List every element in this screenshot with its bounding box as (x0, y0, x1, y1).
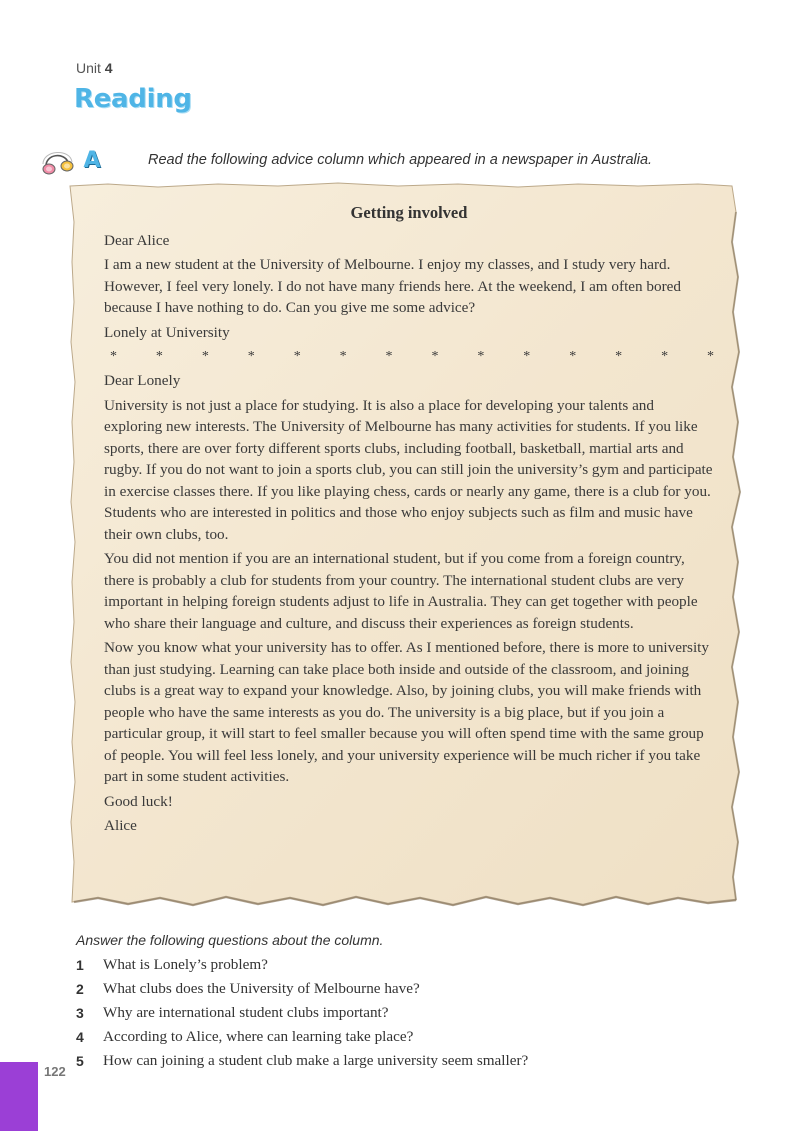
question-text: What is Lonely’s problem? (103, 956, 268, 973)
reader-letter: I am a new student at the University of Melbourne. I enjoy my classes, and I study very hard. However, I feel very lonely. I do not have many friends here. At the weekend, I am often bored because I have nothing to do. Can you give me some advice? (104, 256, 682, 316)
section-title: Reading (74, 84, 192, 114)
advice-column (68, 182, 752, 922)
column-text (104, 202, 714, 840)
closing: Good luck! (104, 792, 173, 810)
page-number: 122 (44, 1064, 66, 1079)
divider-star: * (477, 349, 485, 364)
activity-instruction: Read the following advice column which appeared in a newspaper in Australia. (148, 152, 653, 168)
page-color-tab (0, 1062, 38, 1131)
question-item (76, 1025, 736, 1049)
question-item (76, 1049, 736, 1073)
question-item (76, 953, 736, 977)
question-text: What clubs does the University of Melbourne have? (103, 980, 420, 997)
activity-instruction-row (40, 146, 760, 182)
question-number: 5 (76, 1053, 84, 1069)
question-number: 3 (76, 1005, 84, 1021)
divider-star: * (615, 349, 623, 364)
question-text: Why are international student clubs important? (103, 1004, 389, 1021)
divider-star: * (706, 349, 714, 364)
questions-instruction: Answer the following questions about the column. (76, 932, 384, 948)
activity-letter: A (83, 148, 101, 173)
question-item (76, 1001, 736, 1025)
divider-star: * (201, 349, 209, 364)
divider-star: * (569, 349, 577, 364)
unit-label (76, 60, 113, 76)
divider-star: * (339, 349, 347, 364)
reply-paragraph: Now you know what your university has to offer. As I mentioned before, there is more to university than just studying. Learning can take place both inside and outside of the classroom, and joining clubs is a great way to expand your knowledge. Also, by joining clubs, you will make friends with people who have the same interests as you do. The university is a big place, but if you join a particular group, it will start to feel smaller because you will often spend time with the same group of people. You will feel less lonely, and your university experience will be much richer if you take part in some student activities. (104, 639, 709, 785)
greeting-dear-alice: Dear Alice (104, 231, 170, 249)
question-number: 1 (76, 957, 84, 973)
question-text: According to Alice, where can learning take place? (103, 1028, 414, 1045)
unit-prefix: Unit (76, 60, 101, 76)
question-text: How can joining a student club make a large university seem smaller? (103, 1052, 529, 1069)
divider-star: * (155, 349, 163, 364)
columnist-signoff: Alice (104, 817, 137, 834)
column-title: Getting involved (350, 203, 468, 222)
divider-star: * (385, 349, 393, 364)
divider-star: * (110, 349, 117, 364)
divider-star: * (523, 349, 531, 364)
star-divider (104, 346, 714, 368)
question-list (76, 953, 736, 1073)
divider-star: * (661, 349, 669, 364)
divider-star: * (293, 349, 301, 364)
greeting-dear-lonely: Dear Lonely (104, 372, 181, 389)
unit-number: 4 (104, 60, 113, 76)
question-number: 2 (76, 981, 84, 997)
reply-paragraph: You did not mention if you are an international student, but if you come from a foreign country, there is probably a club for students from your country. The international student clubs are very important in helping foreign students adjust to life in Australia. They can get together with people who share their language and culture, and discuss their experiences as foreign students. (104, 550, 698, 632)
question-item (76, 977, 736, 1001)
reader-signoff: Lonely at University (104, 323, 230, 341)
question-number: 4 (76, 1029, 84, 1045)
divider-star: * (431, 349, 439, 364)
reply-paragraph: University is not just a place for studying. It is also a place for developing your talents and exploring new interests. The University of Melbourne has many activities for students. If you like sports, there are over forty different sports clubs, including football, basketball, martial arts and rugby. If you do not want to join a sports club, you can still join the university’s gym and participate in exercise classes there. If you like playing chess, cards or nearly any game, there is a club for you. Students who are interested in politics and those who enjoy subjects such as film and music have their own clubs, too. (104, 396, 713, 543)
divider-star: * (247, 349, 255, 364)
headphones-icon[interactable] (40, 146, 76, 178)
